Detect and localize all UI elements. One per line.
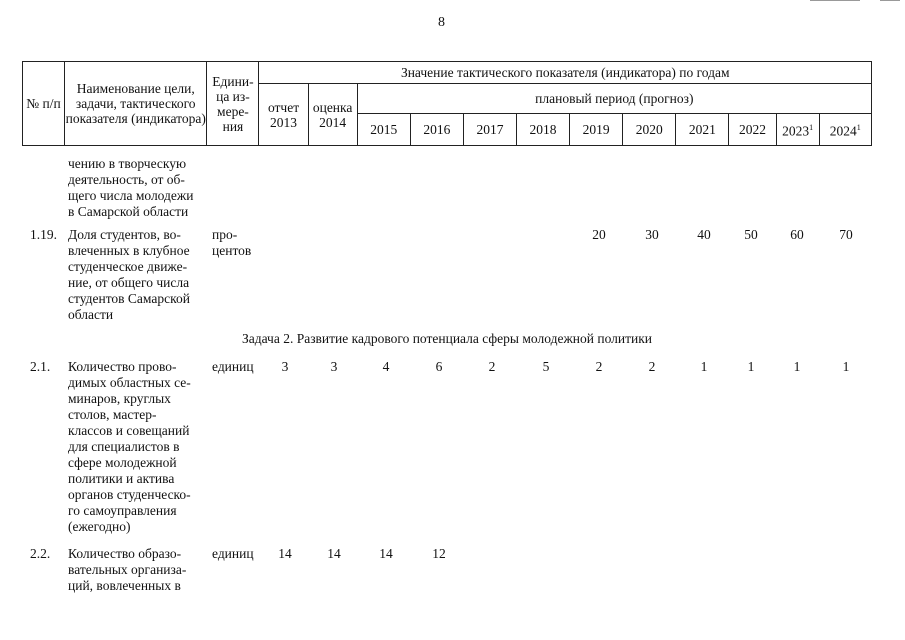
row-name-line: классов и совещаний bbox=[68, 423, 190, 438]
year-2021: 2021 bbox=[676, 114, 729, 146]
row-name-line: влеченных в клубное bbox=[68, 243, 190, 258]
row-name-line: го самоуправления bbox=[68, 503, 177, 518]
row-value: 50 bbox=[744, 227, 758, 242]
year-2022: 2022 bbox=[729, 114, 776, 146]
year-2016: 2016 bbox=[410, 114, 463, 146]
row-number: 2.1. bbox=[30, 359, 51, 374]
header-values: Значение тактического показателя (индикатора) по годам bbox=[259, 62, 872, 84]
page-number: 8 bbox=[438, 15, 445, 30]
year-2023: 2023$^1$ bbox=[776, 114, 819, 146]
row-name-line: чению в творческую bbox=[68, 156, 187, 171]
year-2020: 2020 bbox=[623, 114, 676, 146]
row-value: 20 bbox=[592, 227, 606, 242]
row-value: 14 bbox=[379, 546, 393, 561]
row-name-line: деятельность, от об- bbox=[68, 172, 185, 187]
row-value: 30 bbox=[645, 227, 659, 242]
year-2018: 2018 bbox=[517, 114, 570, 146]
row-name-line: димых областных се- bbox=[68, 375, 191, 390]
row-value: 14 bbox=[278, 546, 292, 561]
row-name-line: ние, от общего числа bbox=[68, 275, 190, 290]
row-value: 5 bbox=[542, 359, 550, 374]
row-name-line: столов, мастер- bbox=[68, 407, 157, 422]
row-unit-line: единиц bbox=[212, 546, 254, 561]
year-2017: 2017 bbox=[463, 114, 516, 146]
row-name-line: вательных организа- bbox=[68, 562, 187, 577]
row-name-line: для специалистов в bbox=[68, 439, 180, 454]
row-value: 14 bbox=[327, 546, 341, 561]
row-value: 40 bbox=[697, 227, 711, 242]
row-unit-line: центов bbox=[212, 243, 252, 258]
row-name-line: в Самарской области bbox=[68, 204, 189, 219]
row-value: 1 bbox=[842, 359, 850, 374]
row-value: 3 bbox=[330, 359, 338, 374]
row-value: 1 bbox=[793, 359, 801, 374]
year-2015: 2015 bbox=[357, 114, 410, 146]
header-name: Наименование цели, задачи, тактического показателя (индикатора) bbox=[65, 62, 207, 146]
row-value: 70 bbox=[839, 227, 853, 242]
row-number: 1.19. bbox=[30, 227, 57, 242]
row-name-line: (ежегодно) bbox=[68, 519, 131, 534]
row-name-line: студентов Самарской bbox=[68, 291, 190, 306]
row-unit-line: единиц bbox=[212, 359, 254, 374]
header-planned: плановый период (прогноз) bbox=[357, 84, 871, 114]
header-estimate: оценка 2014 bbox=[308, 84, 357, 146]
row-name-line: сфере молодежной bbox=[68, 455, 177, 470]
scan-artifact bbox=[810, 0, 860, 1]
row-value: 1 bbox=[700, 359, 708, 374]
row-name-line: Количество образо- bbox=[68, 546, 182, 561]
header-table bbox=[22, 61, 872, 146]
row-name-line: минаров, круглых bbox=[68, 391, 171, 406]
row-name-line: политики и актива bbox=[68, 471, 175, 486]
header-num: № п/п bbox=[23, 62, 65, 146]
row-name-line: студенческое движе- bbox=[68, 259, 188, 274]
row-number: 2.2. bbox=[30, 546, 51, 561]
row-value: 3 bbox=[281, 359, 289, 374]
row-value: 6 bbox=[435, 359, 443, 374]
year-2024: 2024$^1$ bbox=[819, 114, 871, 146]
row-value: 4 bbox=[382, 359, 390, 374]
row-value: 2 bbox=[648, 359, 656, 374]
row-value: 60 bbox=[790, 227, 804, 242]
row-name-line: органов студенческо- bbox=[68, 487, 191, 502]
row-value: 2 bbox=[488, 359, 496, 374]
row-unit-line: про- bbox=[212, 227, 238, 242]
scan-artifact bbox=[880, 0, 900, 1]
row-name-line: щего числа молодежи bbox=[68, 188, 194, 203]
header-report: отчет 2013 bbox=[259, 84, 308, 146]
row-name-line: Доля студентов, во- bbox=[68, 227, 181, 242]
task-heading: Задача 2. Развитие кадрового потенциала сферы молодежной политики bbox=[241, 331, 653, 346]
row-value: 2 bbox=[595, 359, 603, 374]
row-name-line: Количество прово- bbox=[68, 359, 177, 374]
row-value: 12 bbox=[432, 546, 446, 561]
row-name-line: ций, вовлеченных в bbox=[68, 578, 181, 593]
row-value: 1 bbox=[747, 359, 755, 374]
header-unit: Едини-ца из-мере-ния bbox=[207, 62, 259, 146]
year-2019: 2019 bbox=[570, 114, 623, 146]
row-name-line: области bbox=[68, 307, 114, 322]
